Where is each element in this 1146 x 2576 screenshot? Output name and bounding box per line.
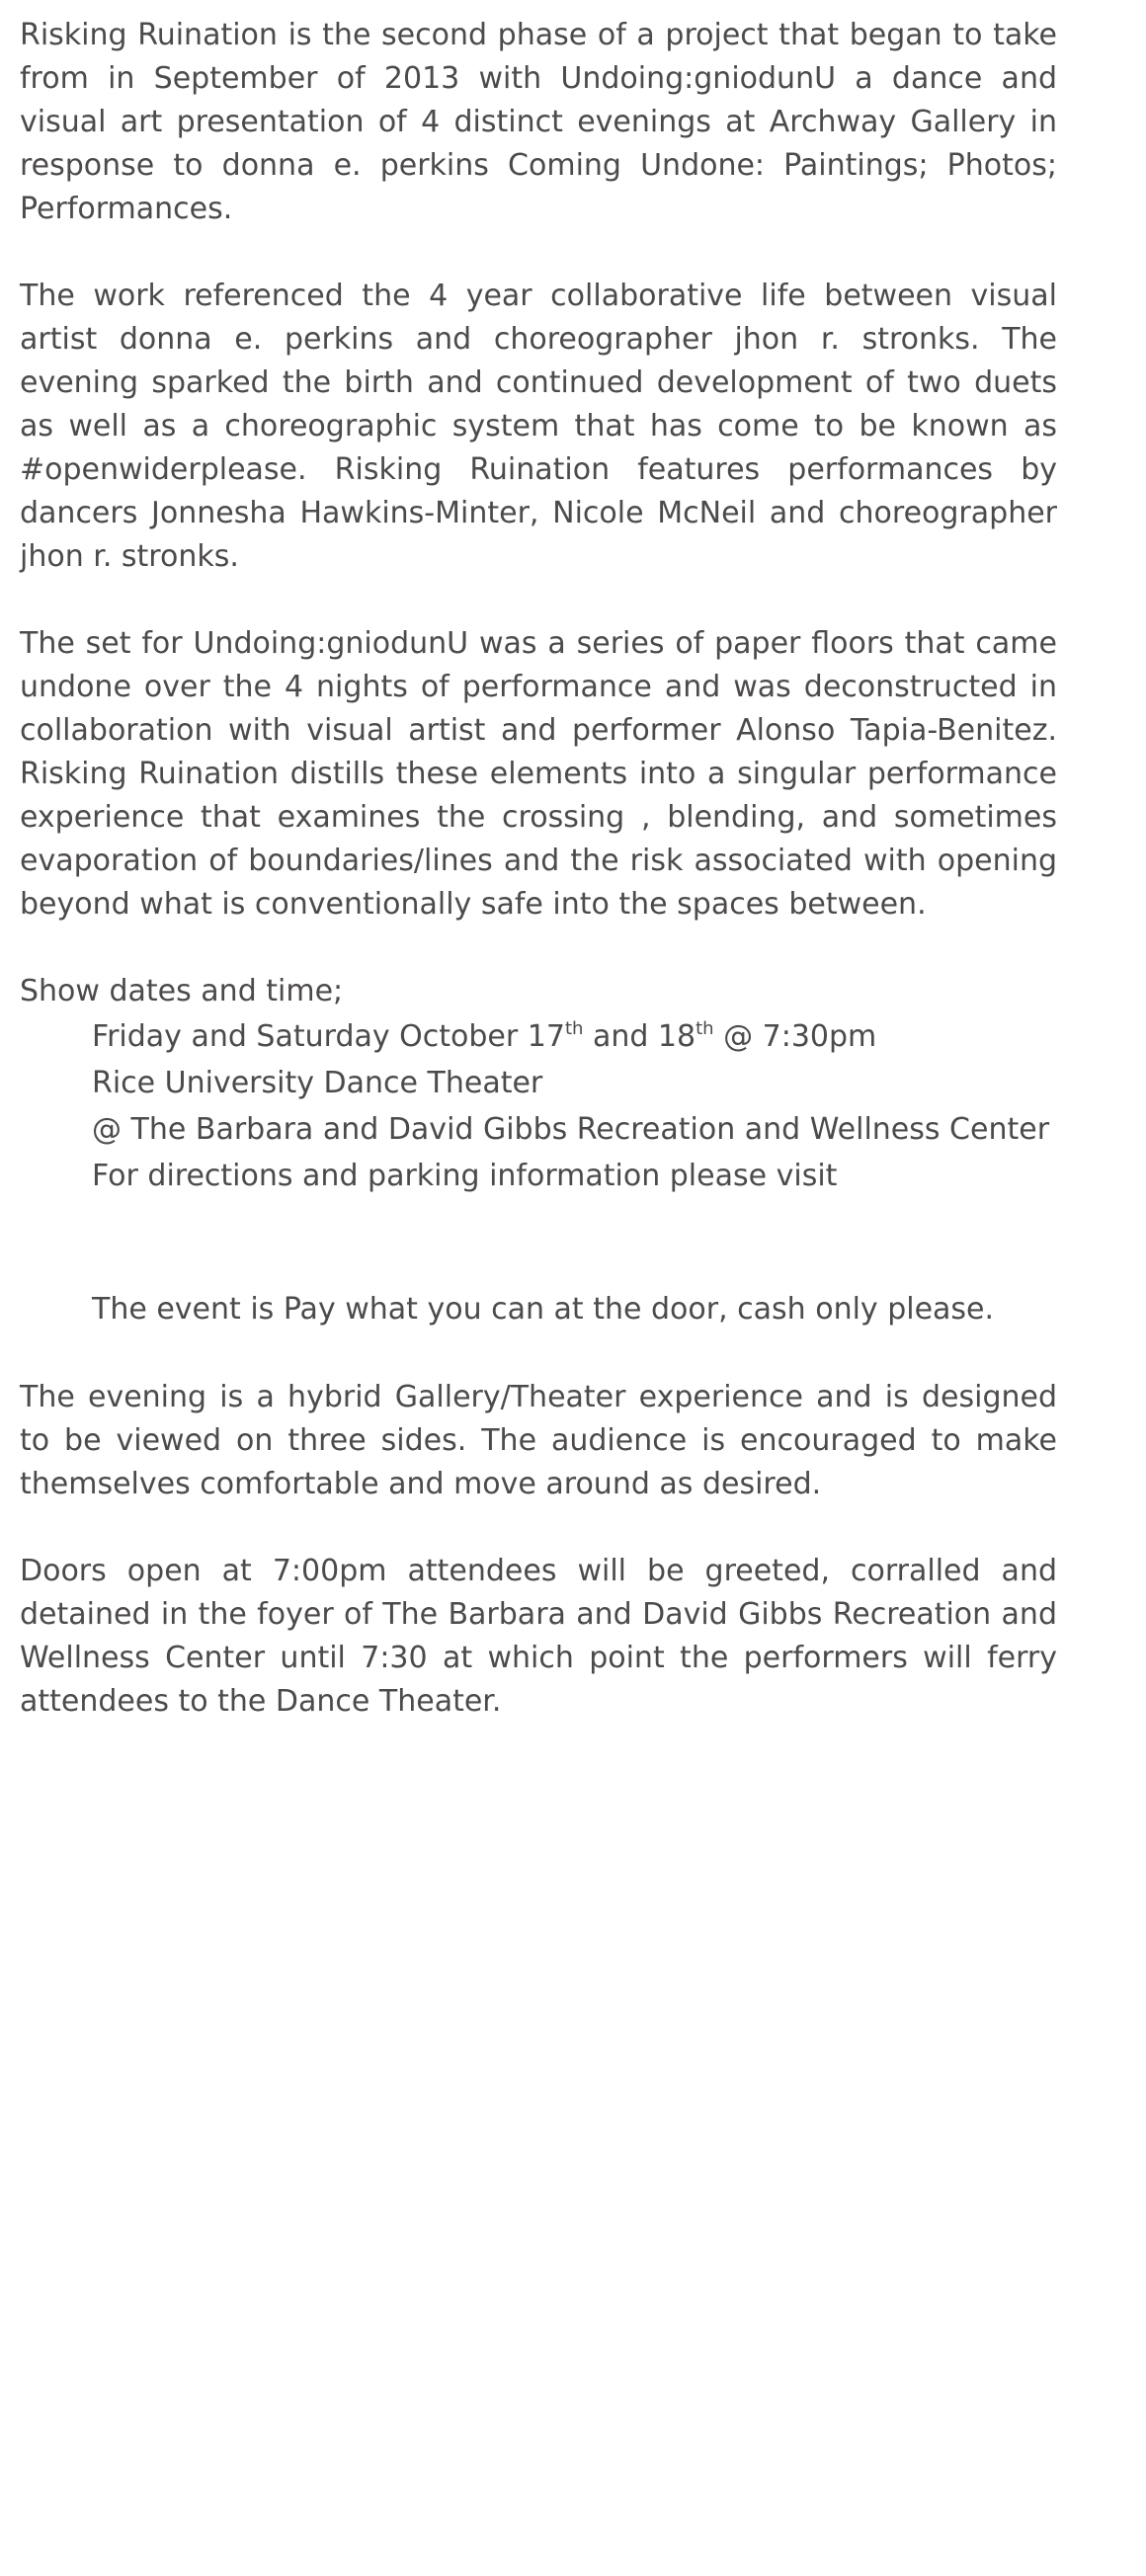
hybrid-experience-paragraph: The evening is a hybrid Gallery/Theater experience and is designed to be viewed on three sides. The audience is encouraged to make themselves comfortable and move around as desired.: [20, 1380, 1057, 1501]
collaboration-paragraph: The work referenced the 4 year collaborative life between visual artist donna e. perkins and choreographer jhon r. stronks. The evening sparked the birth and continued development of two duets as well as a choreographic system that has come to be known as #openwiderplease. Risking Ruination features performances by dancers Jonnesha Hawkins-Minter, Nicole McNeil and choreographer jhon r. stronks.: [20, 279, 1057, 574]
show-date-line: [20, 1013, 1057, 1060]
paragraph-spacer: [20, 1332, 1057, 1376]
location-line: @ The Barbara and David Gibbs Recreation and Wellness Center: [92, 1112, 1050, 1147]
directions-line: For directions and parking information please visit: [92, 1159, 838, 1193]
show-info-section: [20, 970, 1057, 1199]
paragraph-spacer: [20, 231, 1057, 275]
document-body: [20, 14, 1057, 1724]
show-dates-heading: Show dates and time;: [20, 974, 344, 1008]
venue-line: Rice University Dance Theater: [92, 1066, 543, 1100]
show-date-prefix: Friday and Saturday October 17: [92, 1019, 565, 1054]
paragraph-spacer: [20, 926, 1057, 970]
intro-paragraph: Risking Ruination is the second phase of a project that began to take from in September of 2013 with Undoing:gniodunU a dance and visual art presentation of 4 distinct evenings at Archway Gallery in response to donna e. perkins Coming Undone: Paintings; Photos; Performances.: [20, 18, 1057, 226]
set-design-paragraph: The set for Undoing:gniodunU was a series of paper floors that came undone over the 4 nights of performance and was deconstructed in collaboration with visual artist and performer Alonso Tapia-Benitez. Risking Ruination distills these elements into a singular performance experience that examines the crossing , blending, and sometimes evaporation of boundaries/lines and the risk associated with opening beyond what is conventionally safe into the spaces between.: [20, 626, 1057, 922]
section-spacer: [20, 1199, 1057, 1286]
doors-open-paragraph: Doors open at 7:00pm attendees will be greeted, corralled and detained in the foyer of The Barbara and David Gibbs Recreation and Wellness Center until 7:30 at which point the performers will ferry attendees to the Dance Theater.: [20, 1554, 1057, 1719]
show-date-middle: and 18: [583, 1019, 696, 1054]
paragraph-spacer: [20, 579, 1057, 622]
paragraph-spacer: [20, 1506, 1057, 1550]
ordinal-suffix: th: [696, 1018, 714, 1039]
payment-line: The event is Pay what you can at the door, cash only please.: [92, 1292, 995, 1327]
ordinal-suffix: th: [564, 1018, 584, 1039]
show-time: @ 7:30pm: [713, 1019, 877, 1054]
